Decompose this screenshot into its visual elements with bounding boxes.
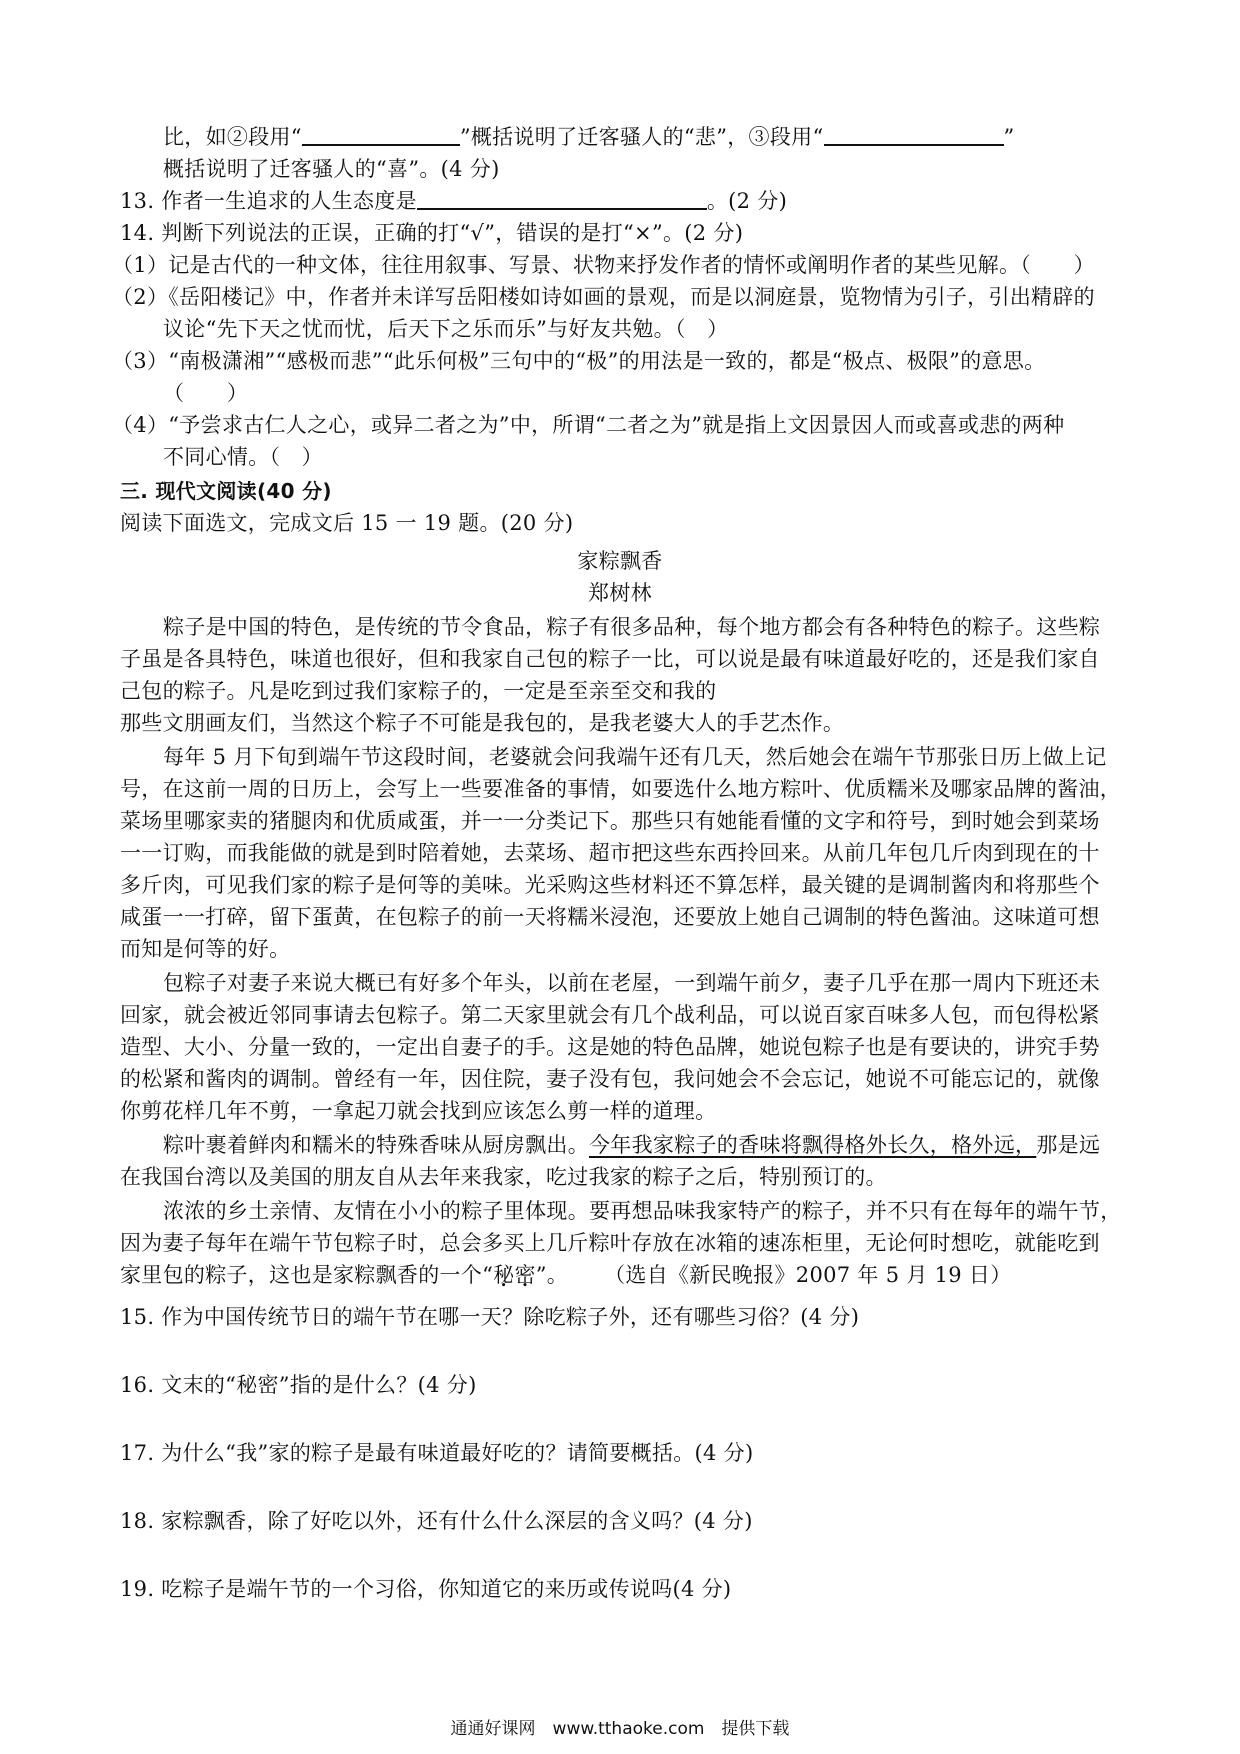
p4-line-1: [163, 1130, 1173, 1160]
p2-line-3: 菜场里哪家卖的猪腿肉和优质咸蛋，并一一分类记下。那些只有她能看懂的文字和符号，到时她会到菜场: [120, 809, 1100, 833]
q14-item-2: （2）《岳阳楼记》中，作者并未详写岳阳楼如诗如画的景观，而是以洞庭景，览物情为引子，引出精辟的: [112, 285, 1095, 309]
page-footer: 通通好课网 www.tthaoke.com 提供下载: [450, 1719, 790, 1739]
p4-underlined-sentence: 今年我家粽子的香味将飘得格外长久，格外远，: [589, 1133, 1037, 1157]
q12-blank-2[interactable]: [824, 122, 1004, 146]
q14-item-3: （3）“南极潇湘”“感极而悲”“此乐何极”三句中的“极”的用法是一致的，都是“极点、极限”的意思。: [112, 349, 1046, 373]
p2-line-1: 每年 5 月下旬到端午节这段时间，老婆就会问我端午还有几天，然后她会在端午节那张日历上做上记: [163, 745, 1107, 769]
section-heading: 三. 现代文阅读(40 分): [120, 479, 332, 503]
article-author: 郑树林: [588, 581, 652, 605]
question-18: 18. 家粽飘香，除了好吃以外，还有什么什么深层的含义吗？(4 分): [120, 1509, 753, 1533]
p1-line-4: 那些文朋画友们，当然这个粽子不可能是我包的，是我老婆大人的手艺杰作。: [120, 711, 845, 735]
p3-line-2: 回家，就会被近邻同事请去包粽子。第二天家里就会有几个战利品，可以说百家百味多人包，而包得松紧: [120, 1003, 1100, 1027]
p5-line-3: [120, 1260, 1130, 1290]
p2-line-4: 一一订购，而我能做的就是到时陪着她，去菜场、超市把这些东西拎回来。从前几年包几斤肉到现在的十: [120, 841, 1100, 865]
p1-line-3: 己包的粽子。凡是吃到过我们家粽子的，一定是至亲至交和我的: [120, 679, 717, 703]
p1-line-1: 粽子是中国的特色，是传统的节令食品，粽子有很多品种，每个地方都会有各种特色的粽子。这些粽: [163, 615, 1101, 639]
p2-line-7: 而知是何等的好。: [120, 937, 291, 961]
q12-line1: [163, 122, 1173, 152]
article-source: （选自《新民晚报》2007 年 5 月 19 日）: [604, 1263, 1012, 1287]
p4-text-a: 粽叶裹着鲜肉和糯米的特殊香味从厨房飘出。: [163, 1133, 589, 1157]
q14-item-4: （4）“予尝求古仁人之心，或异二者之为”中，所谓“二者之为”就是指上文因景因人而或喜或悲的两种: [112, 413, 1065, 437]
article-title: 家粽飘香: [577, 549, 663, 573]
p3-line-3: 造型、大小、分量一致的，一定出自妻子的手。这是她的特色品牌，她说包粽子也是有要诀的，讲究手势: [120, 1035, 1100, 1059]
question-19: 19. 吃粽子是端午节的一个习俗，你知道它的来历或传说吗(4 分): [120, 1577, 732, 1601]
q12-text-a: 比，如②段用“: [163, 125, 302, 149]
emphasis-char-2: 密: [514, 1263, 536, 1287]
q14-item-1: （1）记是古代的一种文体，往往用叙事、写景、状物来抒发作者的情怀或阐明作者的某些见解。（ ）: [112, 253, 1095, 277]
q13-text-b: 。(2 分): [706, 189, 788, 213]
q12-line2: 概括说明了迁客骚人的“喜”。(4 分): [163, 157, 500, 181]
p5-line-1: 浓浓的乡土亲情、友情在小小的粽子里体现。要再想品味我家特产的粽子，并不只有在每年的端午节，: [163, 1199, 1122, 1223]
section-intro: 阅读下面选文，完成文后 15 一 19 题。(20 分): [120, 511, 574, 535]
q13-text-a: 13. 作者一生追求的人生态度是: [120, 189, 417, 213]
p4-line-2: 在我国台湾以及美国的朋友自从去年来我家，吃过我家的粽子之后，特别预订的。: [120, 1165, 887, 1189]
q12-blank-1[interactable]: [302, 122, 460, 146]
q12-text-b: ”概括说明了迁客骚人的“悲”，③段用“: [459, 125, 824, 149]
q13-blank[interactable]: [417, 186, 707, 210]
q14-item-2-cont: 议论“先下天之忧而忧，后天下之乐而乐”与好友共勉。（ ）: [163, 317, 729, 341]
question-15: 15. 作为中国传统节日的端午节在哪一天？除吃粽子外，还有哪些习俗？(4 分): [120, 1305, 860, 1329]
p5-text-b: ”。: [535, 1263, 569, 1287]
p3-line-1: 包粽子对妻子来说大概已有好多个年头，以前在老屋，一到端午前夕，妻子几乎在那一周内下班还未: [163, 971, 1101, 995]
p5-line-2: 因为妻子每年在端午节包粽子时，总会多买上几斤粽叶存放在冰箱的速冻柜里，无论何时想吃，就能吃到: [120, 1231, 1100, 1255]
p2-line-6: 咸蛋一一打碎，留下蛋黄，在包粽子的前一天将糯米浸泡，还要放上她自己调制的特色酱油。这味道可想: [120, 905, 1100, 929]
p3-line-4: 的松紧和酱肉的调制。曾经有一年，因住院，妻子没有包，我问她会不会忘记，她说不可能忘记的，就像: [120, 1067, 1100, 1091]
question-16: 16. 文末的“秘密”指的是什么？(4 分): [120, 1373, 477, 1397]
question-17: 17. 为什么“我”家的粽子是最有味道最好吃的？请简要概括。(4 分): [120, 1441, 754, 1465]
p3-line-5: 你剪花样几年不剪，一拿起刀就会找到应该怎么剪一样的道理。: [120, 1099, 717, 1123]
p2-line-5: 多斤肉，可见我们家的粽子是何等的美味。光采购这些材料还不算怎样，最关键的是调制酱肉和将那些个: [120, 873, 1100, 897]
p1-line-2: 子虽是各具特色，味道也很好，但和我家自己包的粽子一比，可以说是最有味道最好吃的，还是我们家自: [120, 647, 1100, 671]
q13: [120, 186, 1130, 216]
q12-text-c: ”: [1003, 125, 1015, 149]
p4-text-b: 那是远: [1036, 1133, 1101, 1157]
q14-item-4-cont: 不同心情。（ ）: [163, 445, 323, 469]
p5-text-a: 家里包的粽子，这也是家粽飘香的一个“: [120, 1263, 494, 1287]
q14-item-3-cont: （ ）: [163, 381, 249, 405]
p2-line-2: 号，在这前一周的日历上，会写上一些要准备的事情，如要选什么地方粽叶、优质糯米及哪家品牌的酱油，: [120, 777, 1122, 801]
emphasis-char-1: 秘: [493, 1263, 515, 1287]
q14-stem: 14. 判断下列说法的正误，正确的打“√”，错误的是打“×”。(2 分): [120, 221, 744, 245]
